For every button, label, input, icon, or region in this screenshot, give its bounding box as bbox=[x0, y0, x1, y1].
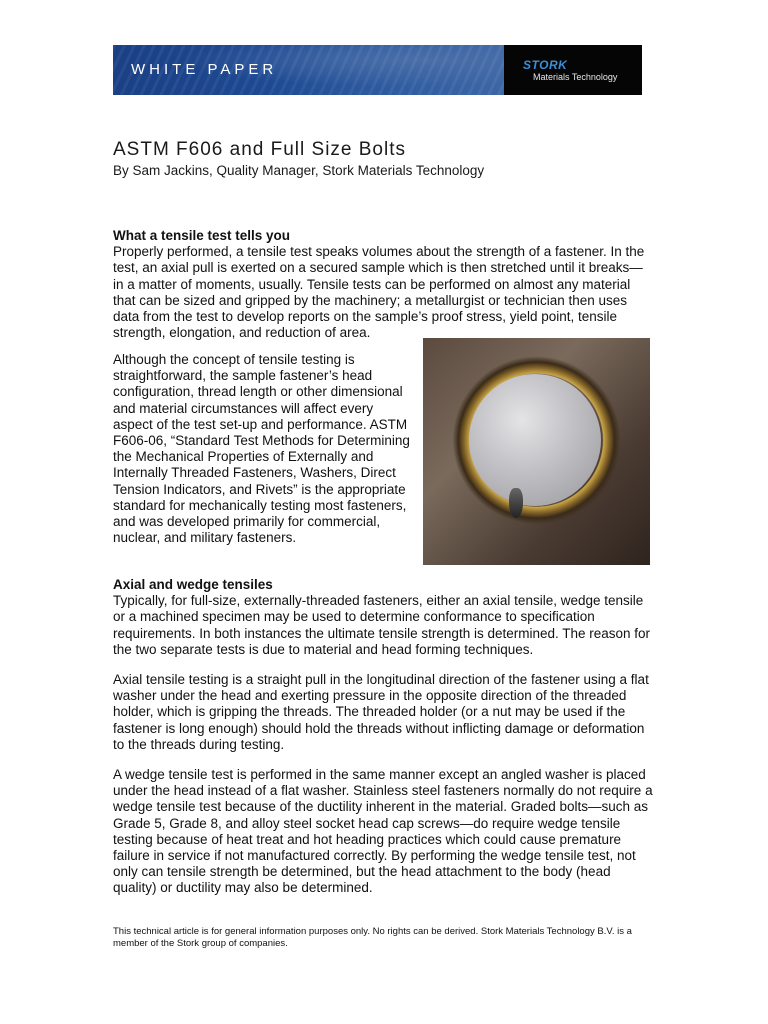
banner-background bbox=[113, 45, 504, 95]
article-byline: By Sam Jackins, Quality Manager, Stork Materials Technology bbox=[113, 163, 485, 178]
brand-subtitle: Materials Technology bbox=[533, 72, 618, 82]
article-title: ASTM F606 and Full Size Bolts bbox=[113, 139, 406, 160]
section-tensile-test bbox=[113, 228, 653, 341]
brand-name: STORK bbox=[523, 58, 568, 72]
bolt-fracture-photo bbox=[423, 338, 650, 565]
fracture-surface bbox=[469, 374, 601, 506]
section-heading: Axial and wedge tensiles bbox=[113, 577, 273, 592]
fracture-origin bbox=[509, 488, 523, 518]
header-banner bbox=[113, 45, 642, 95]
paragraph-axial-tensile: Axial tensile testing is a straight pull in the longitudinal direction of the fastener using a flat washer under the head and exerting pressure in the opposite direction of the threaded holder, which is gripping the threads. The threaded holder (or a nut may be used if the fastener is long enough) should hold the threads without inflicting damage or deformation to the threads during testing. bbox=[113, 672, 649, 752]
brand-logo bbox=[504, 45, 642, 95]
paragraph-wedge-tensile: A wedge tensile test is performed in the same manner except an angled washer is placed under the head instead of a flat washer. Stainless steel fasteners normally do not require a wedge tensile test because of the ductility inherent in the material. Graded bolts—such as Grade 5, Grade 8, and alloy steel socket head cap screws—do require wedge tensile testing because of heat treat and hot heading practices which could cause premature failure in service if not manufactured correctly. By performing the wedge tensile test, not only can tensile strength be determined, but the head attachment to the body (head quality) or ductility may also be determined. bbox=[113, 767, 653, 896]
paragraph: Typically, for full-size, externally-threaded fasteners, either an axial tensile, wedge tensile or a machined specimen may be used to determine conformance to specification requirements. In both instances the ultimate tensile strength is determined. The reason for the two separate tests is due to material and head forming techniques. bbox=[113, 593, 651, 657]
section-heading: What a tensile test tells you bbox=[113, 228, 291, 243]
section-axial-wedge bbox=[113, 577, 653, 658]
paragraph: Properly performed, a tensile test speaks volumes about the strength of a fastener. In the test, an axial pull is exerted on a secured sample which is then stretched until it breaks—in a matter of moments, usually. Tensile tests can be performed on almost any material that can be sized and gripped by the machinery; a metallurgist or technician then uses data from the test to develop reports on the sample’s proof stress, yield point, tensile strength, elongation, and reduction of area. bbox=[113, 244, 645, 341]
paragraph-astm-f606: Although the concept of tensile testing is straightforward, the sample fastener’s head configuration, thread length or other dimensional and material circumstances will affect every aspect of the test set-up and performance. ASTM F606-06, “Standard Test Methods for Determining the Mechanical Properties of Externally and Internally Threaded Fasteners, Washers, Direct Tension Indicators, and Rivets” is the appropriate standard for mechanically testing most fasteners, and was developed primarily for commercial, nuclear, and military fasteners. bbox=[113, 352, 410, 546]
banner-title: WHITE PAPER bbox=[131, 61, 278, 78]
footer-disclaimer: This technical article is for general information purposes only. No rights can be derived. Stork Materials Technology B.V. is a member of the Stork group of companies. bbox=[113, 926, 632, 949]
